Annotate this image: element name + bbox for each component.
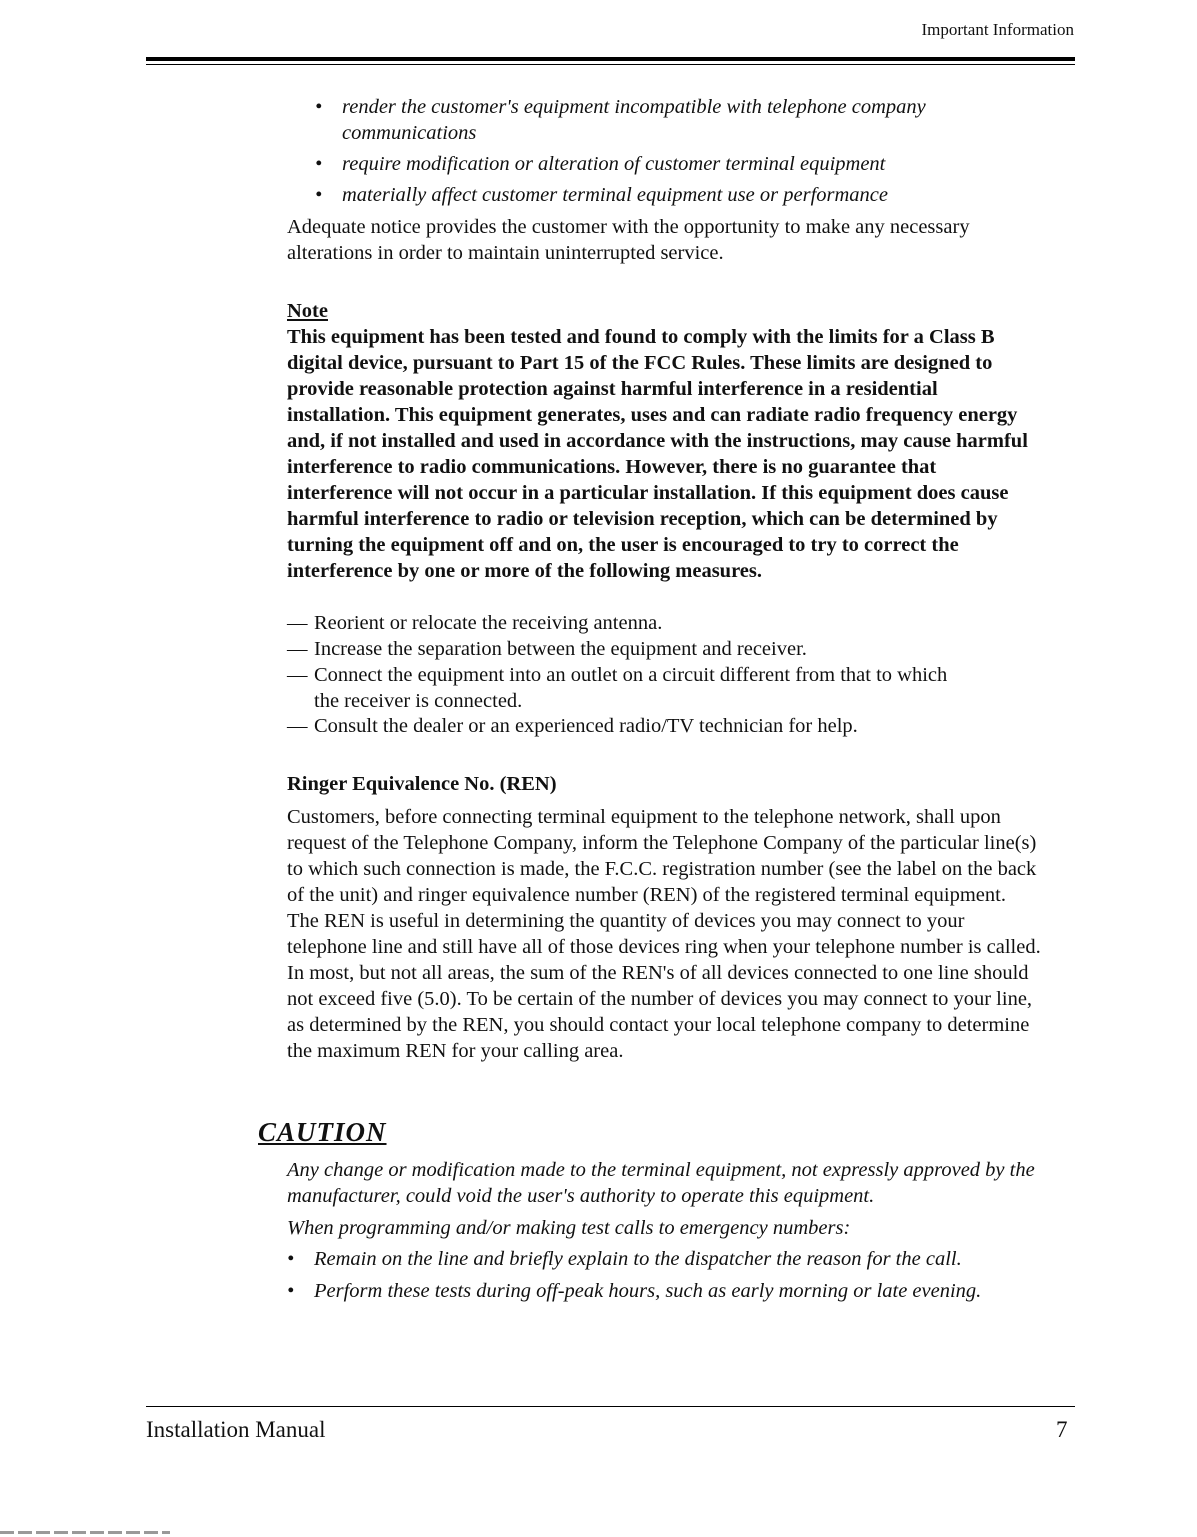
ren-line: to which such connection is made, the F.C.C. registration number (see the label on the back bbox=[287, 858, 1037, 880]
scan-edge-marks bbox=[0, 1531, 170, 1534]
note-line: interference to radio communications. However, there is no guarantee that bbox=[287, 456, 937, 478]
list-item-line: require modification or alteration of customer terminal equipment bbox=[342, 153, 886, 175]
measure-line: Reorient or relocate the receiving antenna. bbox=[314, 612, 663, 634]
page-number: 7 bbox=[1056, 1417, 1068, 1442]
header-title: Important Information bbox=[921, 20, 1074, 39]
note-line: This equipment has been tested and found to comply with the limits for a Class B bbox=[287, 326, 995, 348]
bullet-mark: • bbox=[287, 1248, 295, 1270]
measure-line: Connect the equipment into an outlet on a circuit different from that to which bbox=[314, 664, 948, 686]
bullet-mark: • bbox=[315, 184, 323, 206]
bullet-mark: • bbox=[287, 1280, 295, 1302]
measure-item bbox=[287, 610, 1047, 636]
ren-line: of the unit) and ringer equivalence number (REN) of the registered terminal equipment. bbox=[287, 884, 1006, 906]
note-line: digital device, pursuant to Part 15 of the FCC Rules. These limits are designed to bbox=[287, 352, 993, 374]
note-line: provide reasonable protection against harmful interference in a residential bbox=[287, 378, 938, 400]
measure-item bbox=[287, 662, 1047, 714]
note-body bbox=[287, 324, 1087, 584]
measure-line: Increase the separation between the equipment and receiver. bbox=[314, 638, 807, 660]
footer-title: Installation Manual bbox=[146, 1417, 326, 1442]
note-line: interference by one or more of the following measures. bbox=[287, 560, 763, 582]
list-item-line: materially affect customer terminal equipment use or performance bbox=[342, 184, 888, 206]
header-rule-thick bbox=[146, 57, 1075, 61]
ren-line: telephone line and still have all of those devices ring when your telephone number is called. bbox=[287, 936, 1041, 958]
note-line: harmful interference to radio or television reception, which can be determined by bbox=[287, 508, 998, 530]
ren-line: request of the Telephone Company, inform the Telephone Company of the particular line(s) bbox=[287, 832, 1037, 854]
paragraph-line: alterations in order to maintain uninterrupted service. bbox=[287, 242, 724, 264]
dash-mark: — bbox=[287, 715, 308, 737]
list-item-line: communications bbox=[342, 122, 477, 144]
measure-line: the receiver is connected. bbox=[314, 690, 523, 712]
ren-line: not exceed five (5.0). To be certain of the number of devices you may connect to your line, bbox=[287, 988, 1033, 1010]
caution-bullet bbox=[287, 1278, 1077, 1304]
measure-item bbox=[287, 636, 1047, 662]
note-line: and, if not installed and used in accordance with the instructions, may cause harmful bbox=[287, 430, 1028, 452]
dash-mark: — bbox=[287, 638, 308, 660]
footer-rule bbox=[146, 1406, 1075, 1407]
caution-bullet-line: Remain on the line and briefly explain to the dispatcher the reason for the call. bbox=[314, 1248, 962, 1270]
measure-item bbox=[287, 713, 1047, 739]
caution-intro: When programming and/or making test calls to emergency numbers: bbox=[287, 1217, 851, 1239]
dash-mark: — bbox=[287, 664, 308, 686]
ren-line: In most, but not all areas, the sum of the REN's of all devices connected to one line should bbox=[287, 962, 1029, 984]
ren-title: Ringer Equivalence No. (REN) bbox=[287, 773, 557, 795]
note-line: turning the equipment off and on, the user is encouraged to try to correct the bbox=[287, 534, 959, 556]
measure-line: Consult the dealer or an experienced radio/TV technician for help. bbox=[314, 715, 858, 737]
caution-bullet bbox=[287, 1246, 1077, 1272]
note-title: Note bbox=[287, 300, 328, 322]
ren-line: as determined by the REN, you should contact your local telephone company to determine bbox=[287, 1014, 1030, 1036]
ren-line: Customers, before connecting terminal equipment to the telephone network, shall upon bbox=[287, 806, 1001, 828]
header-rule-thin bbox=[146, 64, 1075, 65]
list-item-line: render the customer's equipment incompatible with telephone company bbox=[342, 96, 926, 118]
ren-line: the maximum REN for your calling area. bbox=[287, 1040, 624, 1062]
note-line: installation. This equipment generates, uses and can radiate radio frequency energy bbox=[287, 404, 1018, 426]
list-item bbox=[315, 182, 1015, 208]
dash-mark: — bbox=[287, 612, 308, 634]
list-item bbox=[315, 151, 1015, 177]
caution-title: CAUTION bbox=[258, 1117, 387, 1147]
ren-body bbox=[287, 804, 1087, 1064]
paragraph-line: Adequate notice provides the customer with the opportunity to make any necessary bbox=[287, 216, 970, 238]
ren-line: The REN is useful in determining the quantity of devices you may connect to your bbox=[287, 910, 965, 932]
bullet-mark: • bbox=[315, 153, 323, 175]
caution-bullet-line: Perform these tests during off-peak hours, such as early morning or late evening. bbox=[314, 1280, 982, 1302]
caution-line: Any change or modification made to the terminal equipment, not expressly approved by the bbox=[287, 1159, 1035, 1181]
bullet-mark: • bbox=[315, 96, 323, 118]
note-line: interference will not occur in a particular installation. If this equipment does cause bbox=[287, 482, 1009, 504]
notice-paragraph bbox=[287, 214, 1077, 266]
caution-line: manufacturer, could void the user's authority to operate this equipment. bbox=[287, 1185, 875, 1207]
caution-paragraph bbox=[287, 1157, 1087, 1209]
list-item bbox=[315, 94, 1015, 146]
